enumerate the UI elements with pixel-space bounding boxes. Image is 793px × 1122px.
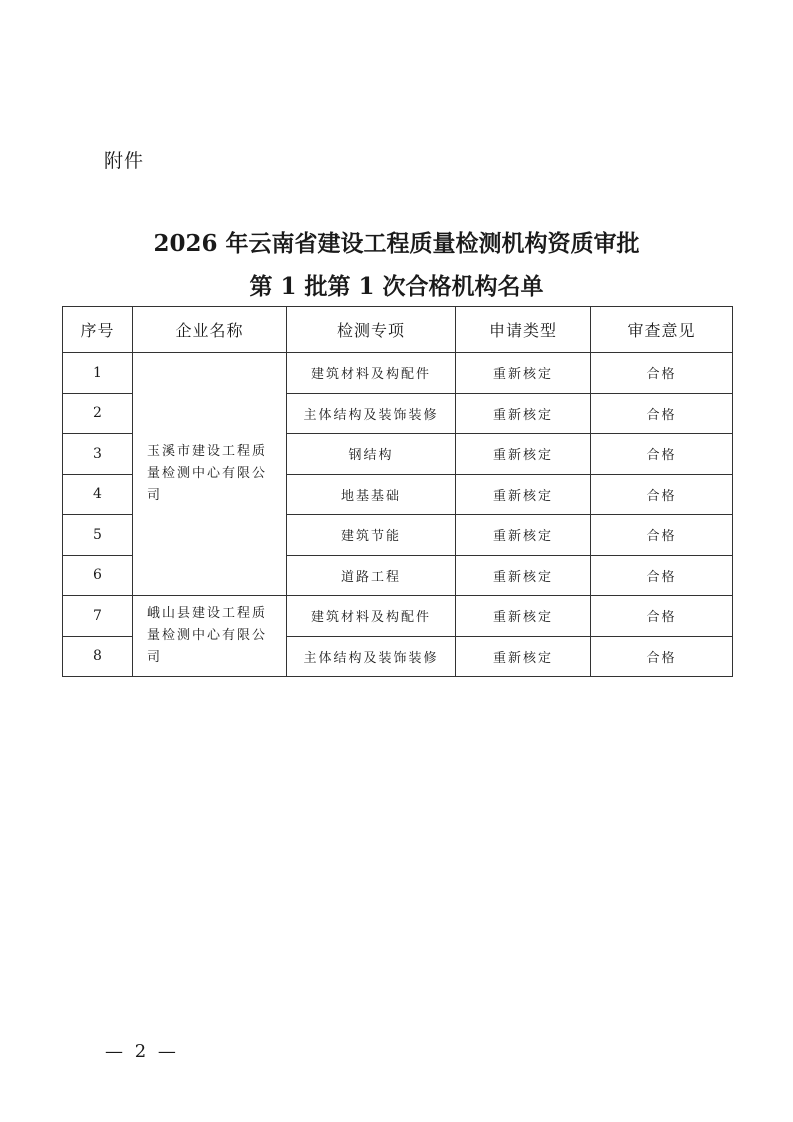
row-item: 建筑材料及构配件 [287, 596, 456, 637]
row-item: 建筑材料及构配件 [287, 353, 456, 394]
row-type: 重新核定 [456, 353, 591, 394]
row-seq: 2 [63, 393, 133, 434]
row-seq: 6 [63, 555, 133, 596]
row-item: 建筑节能 [287, 515, 456, 556]
row-type: 重新核定 [456, 515, 591, 556]
row-seq: 4 [63, 474, 133, 515]
row-item: 主体结构及装饰装修 [287, 393, 456, 434]
row-type: 重新核定 [456, 596, 591, 637]
row-opinion: 合格 [591, 515, 733, 556]
page-number: — 2 — [105, 1041, 179, 1062]
table-header-row [63, 307, 733, 353]
header-opinion: 审查意见 [591, 307, 733, 353]
row-item: 道路工程 [287, 555, 456, 596]
company-name-cell: 峨山县建设工程质量检测中心有限公司 [133, 596, 287, 677]
row-type: 重新核定 [456, 393, 591, 434]
row-item: 主体结构及装饰装修 [287, 636, 456, 677]
row-opinion: 合格 [591, 636, 733, 677]
document-title-line-1: 2026 年云南省建设工程质量检测机构资质审批 [153, 230, 640, 257]
row-opinion: 合格 [591, 555, 733, 596]
row-seq: 3 [63, 434, 133, 475]
row-seq: 7 [63, 596, 133, 637]
company-name-cell: 玉溪市建设工程质量检测中心有限公司 [133, 353, 287, 596]
row-type: 重新核定 [456, 555, 591, 596]
header-company: 企业名称 [133, 307, 287, 353]
row-opinion: 合格 [591, 474, 733, 515]
row-opinion: 合格 [591, 353, 733, 394]
document-title-line-2: 第 1 批第 1 次合格机构名单 [249, 273, 544, 300]
row-item: 地基基础 [287, 474, 456, 515]
header-seq: 序号 [63, 307, 133, 353]
row-seq: 8 [63, 636, 133, 677]
row-type: 重新核定 [456, 434, 591, 475]
header-item: 检测专项 [287, 307, 456, 353]
qualified-institutions-table [62, 306, 733, 677]
header-type: 申请类型 [456, 307, 591, 353]
row-item: 钢结构 [287, 434, 456, 475]
table-row [63, 353, 733, 394]
row-opinion: 合格 [591, 596, 733, 637]
row-opinion: 合格 [591, 434, 733, 475]
row-type: 重新核定 [456, 474, 591, 515]
attachment-label: 附件 [104, 150, 145, 172]
row-seq: 5 [63, 515, 133, 556]
table-row [63, 596, 733, 637]
row-type: 重新核定 [456, 636, 591, 677]
row-seq: 1 [63, 353, 133, 394]
row-opinion: 合格 [591, 393, 733, 434]
